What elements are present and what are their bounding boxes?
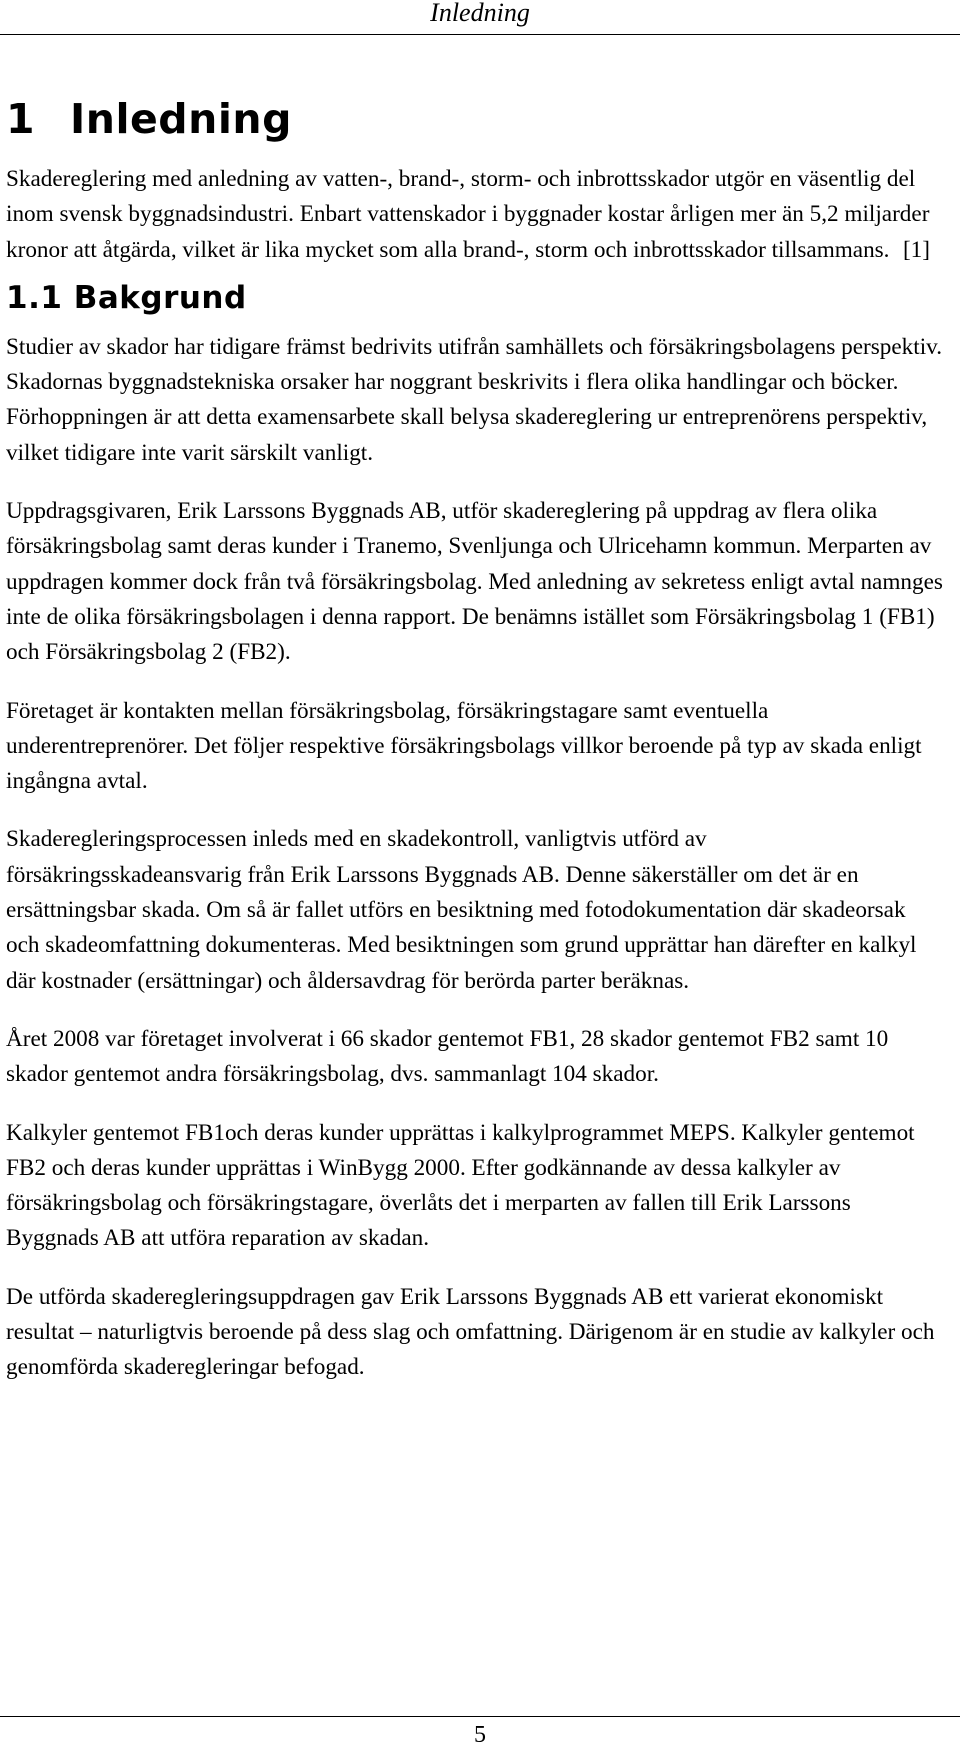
section-title: 1.1 Bakgrund [6, 279, 247, 316]
footer-divider [0, 1716, 960, 1717]
chapter-title-text: Inledning [70, 95, 292, 143]
page-content [6, 92, 944, 1386]
header-divider [0, 34, 960, 35]
body-paragraph: De utförda skaderegleringsuppdragen gav Erik Larssons Byggnads AB ett varierat ekonomiskt resultat – naturligtvis beroende på dess slag och omfattning. Därigenom är en studie av kalkyler och genomförda skaderegleringar befogad. [6, 1283, 935, 1381]
body-paragraph: Kalkyler gentemot FB1och deras kunder upprättas i kalkylprogrammet MEPS. Kalkyler gentemot FB2 och deras kunder upprättas i WinBygg 2000. Efter godkännande av dessa kalkyler av försäkringsbolag och försäkringstagare, överlåts det i merparten av fallen till Erik Larssons Byggnads AB att utföra reparation av skadan. [6, 1119, 915, 1252]
chapter-number: 1 [6, 95, 36, 143]
intro-paragraph [6, 162, 944, 268]
body-paragraph: Studier av skador har tidigare främst bedrivits utifrån samhällets och försäkringsbolagens perspektiv. Skadornas byggnadstekniska orsaker har noggrant beskrivits i flera olika handlingar och böcker. Förhoppningen är att detta examensarbete skall belysa skadereglering ur entreprenörens perspektiv, vilket tidigare inte varit särskilt vanligt. [6, 333, 943, 466]
running-header: Inledning [430, 0, 530, 27]
chapter-title [6, 92, 944, 146]
page-number: 5 [474, 1722, 486, 1748]
reference-citation: [1] [902, 236, 930, 263]
body-paragraph: Uppdragsgivaren, Erik Larssons Byggnads AB, utför skadereglering på uppdrag av flera olika försäkringsbolag samt deras kunder i Tranemo, Svenljunga och Ulricehamn kommun. Merparten av uppdragen kommer dock från två försäkringsbolag. Med anledning av sekretess enligt avtal namnges inte de olika försäkringsbolagen i denna rapport. De benämns istället som Försäkringsbolag 1 (FB1) och Försäkringsbolag 2 (FB2). [6, 498, 943, 666]
body-paragraph: Skaderegleringsprocessen inleds med en skadekontroll, vanligtvis utförd av försäkringsskadeansvarig från Erik Larssons Byggnads AB. Denne säkerställer om det är en ersättningsbar skada. Om så är fallet utförs en besiktning med fotodokumentation där skadeorsak och skadeomfattning dokumenteras. Med besiktningen som grund upprättar han därefter en kalkyl där kostnader (ersättningar) och åldersavdrag för berörda parter beräknas. [6, 826, 917, 994]
body-paragraph: Året 2008 var företaget involverat i 66 skador gentemot FB1, 28 skador gentemot FB2 samt 10 skador gentemot andra försäkringsbolag, dvs. sammanlagt 104 skador. [6, 1025, 889, 1088]
body-paragraph: Företaget är kontakten mellan försäkringsbolag, försäkringstagare samt eventuella underentreprenörer. Det följer respektive försäkringsbolags villkor beroende på typ av skada enligt ingångna avtal. [6, 697, 922, 795]
intro-paragraph-text: Skadereglering med anledning av vatten-, brand-, storm- och inbrottsskador utgör en väsentlig del inom svensk byggnadsindustri. Enbart vattenskador i byggnader kostar årligen mer än 5,2 miljarder kronor att åtgärda, vilket är lika mycket som alla brand-, storm och inbrottsskador tillsammans. [6, 166, 930, 263]
